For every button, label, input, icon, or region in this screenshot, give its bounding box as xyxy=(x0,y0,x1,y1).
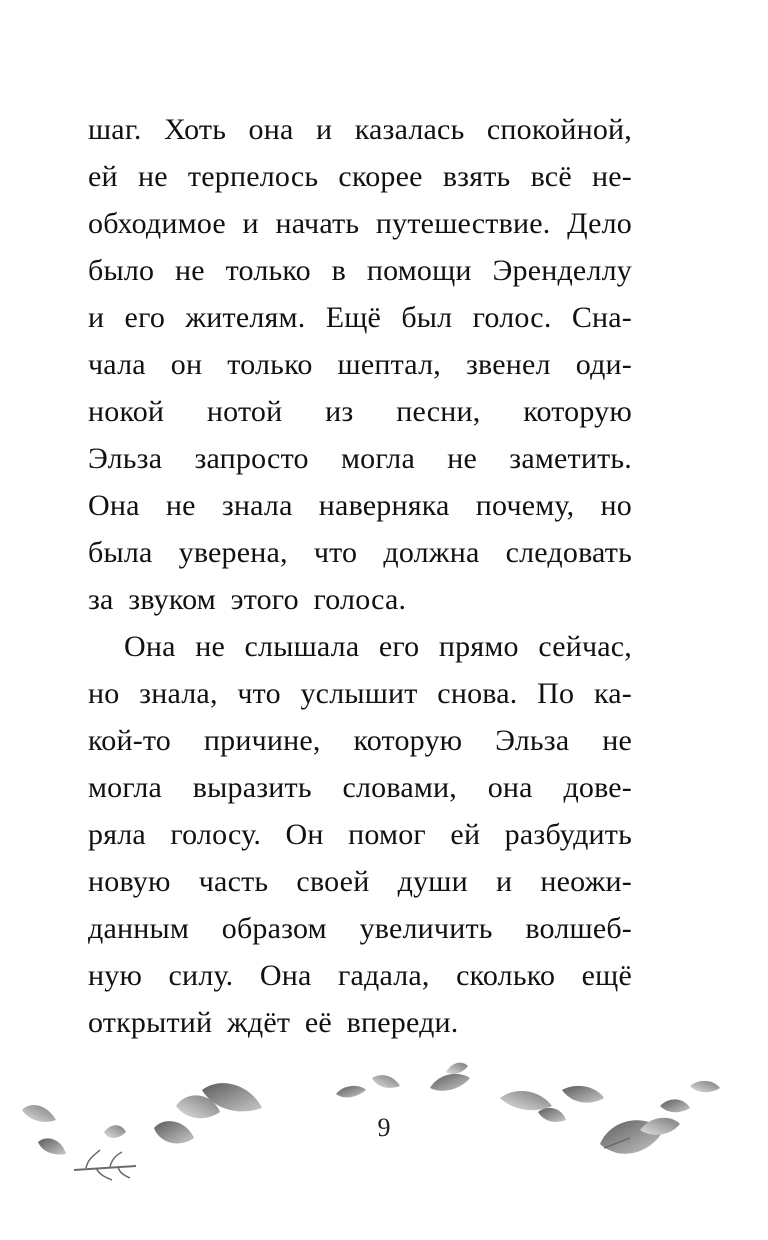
text-line: могла выразить словами, она дове- xyxy=(88,771,632,804)
text-line: было не только в помощи Эренделлу xyxy=(88,254,632,287)
branch-icon xyxy=(74,1150,136,1180)
text-line: новую часть своей души и неожи- xyxy=(88,865,632,898)
text-line: ную силу. Она гадала, сколько ещё xyxy=(88,959,632,992)
text-line: кой-то причине, которую Эльза не xyxy=(88,724,632,757)
text-line: Она не слышала его прямо сейчас, xyxy=(124,630,632,663)
leaf-icon xyxy=(430,1074,470,1091)
leaf-icon xyxy=(336,1086,366,1098)
leaf-icon xyxy=(372,1075,400,1088)
leaf-icon xyxy=(500,1091,552,1110)
text-line: данным образом увеличить волшеб- xyxy=(88,912,632,945)
text-line: Она не знала наверняка почему, но xyxy=(88,489,632,522)
paragraph-1 xyxy=(88,106,632,623)
text-line: нокой нотой из песни, которую xyxy=(88,395,632,428)
text-line: Эльза запросто могла не заметить. xyxy=(88,442,632,475)
text-line: но знала, что услышит снова. По ка- xyxy=(88,677,632,710)
leaf-icon xyxy=(660,1099,690,1112)
text-line: обходимое и начать путешествие. Дело xyxy=(88,207,632,240)
body-text xyxy=(88,106,632,1046)
text-line: и его жителям. Ещё был голос. Сна- xyxy=(88,301,632,334)
text-line: открытий ждёт её впереди. xyxy=(88,1006,459,1039)
leaf-icon xyxy=(446,1063,468,1074)
text-line: была уверена, что должна следовать xyxy=(88,536,632,569)
leaf-icon xyxy=(690,1081,720,1092)
text-line: ряла голосу. Он помог ей разбудить xyxy=(88,818,632,851)
page-number: 9 xyxy=(377,1113,391,1142)
text-line: за звуком этого голоса. xyxy=(88,583,407,616)
leaf-icon xyxy=(562,1086,604,1103)
text-line: ей не терпелось скорее взять всё не- xyxy=(88,160,632,193)
paragraph-2 xyxy=(88,623,632,1046)
text-line: шаг. Хоть она и казалась спокойной, xyxy=(88,113,632,146)
text-line: чала он только шептал, звенел оди- xyxy=(88,348,632,381)
